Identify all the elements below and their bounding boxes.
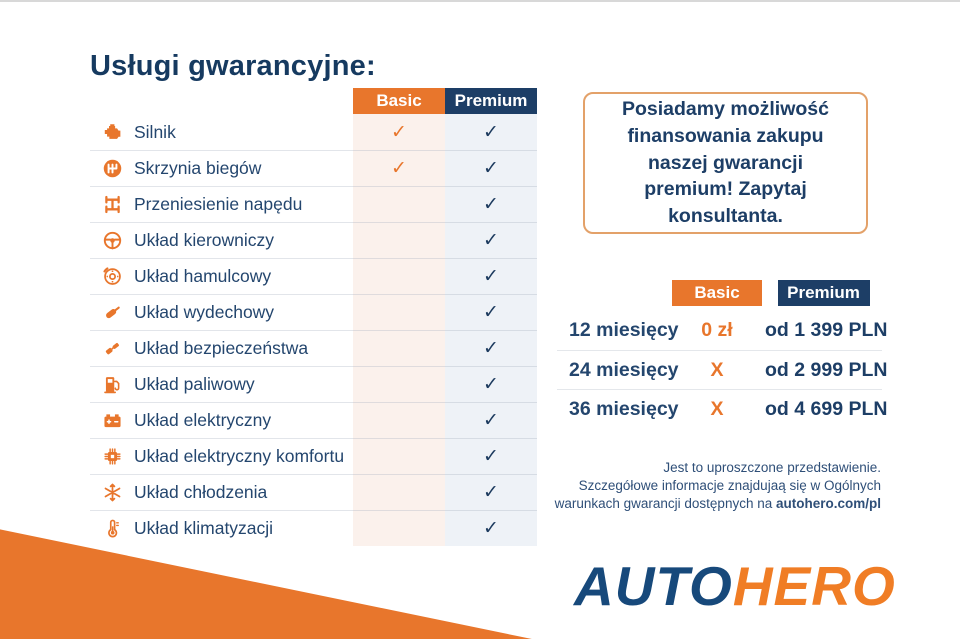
premium-check: ✓ — [483, 193, 499, 215]
service-row — [90, 510, 537, 546]
service-label: Przeniesienie napędu — [134, 194, 303, 214]
seatbelt-icon — [90, 338, 134, 359]
steering-wheel-icon — [90, 230, 134, 251]
service-row — [90, 474, 537, 510]
service-row — [90, 114, 537, 150]
snowflake-icon — [90, 482, 134, 503]
premium-price: od 2 999 PLN — [765, 358, 888, 381]
disclaimer — [500, 459, 881, 512]
service-row — [90, 294, 537, 330]
basic-column-header: Basic — [353, 88, 445, 114]
pricing-row — [557, 311, 888, 350]
service-row — [90, 258, 537, 294]
premium-column-header: Premium — [445, 88, 537, 114]
chip-icon — [90, 446, 134, 467]
service-label: Układ hamulcowy — [134, 266, 272, 286]
service-row — [90, 330, 537, 366]
basic-price: 0 zł — [701, 319, 733, 341]
basic-check: ✓ — [391, 120, 407, 143]
period-label: 12 miesięcy — [569, 319, 679, 341]
logo-hero-text: HERO — [732, 555, 896, 617]
premium-check: ✓ — [483, 120, 499, 143]
service-row — [90, 150, 537, 186]
autohero-logo — [574, 554, 896, 618]
premium-price: od 1 399 PLN — [765, 319, 888, 341]
basic-price: X — [710, 397, 724, 420]
service-row — [90, 186, 537, 222]
pricing-table-header — [557, 280, 882, 306]
fuel-pump-icon — [90, 374, 134, 395]
premium-check: ✓ — [483, 229, 499, 251]
services-rows — [90, 114, 537, 546]
period-label: 36 miesięcy — [569, 397, 679, 420]
service-label: Układ chłodzenia — [134, 482, 268, 502]
service-label: Układ paliwowy — [134, 374, 255, 394]
brake-disc-icon — [90, 266, 134, 287]
premium-check: ✓ — [483, 445, 499, 467]
period-label: 24 miesięcy — [569, 358, 679, 381]
pricing-table — [557, 280, 888, 428]
premium-price: od 4 699 PLN — [765, 397, 888, 420]
service-label: Skrzynia biegów — [134, 158, 262, 178]
pricing-basic-header: Basic — [672, 280, 762, 306]
disclaimer-line-1: Jest to uproszczone przedstawienie. — [663, 460, 881, 475]
pricing-premium-header: Premium — [778, 280, 870, 306]
pricing-rows — [557, 311, 888, 428]
page-title: Usługi gwarancyjne: — [90, 50, 376, 82]
promo-box — [583, 92, 868, 234]
service-label: Układ klimatyzacji — [134, 518, 274, 538]
autohero-link[interactable]: autohero.com/pl — [775, 495, 881, 511]
service-row — [90, 366, 537, 402]
service-label: Silnik — [134, 121, 176, 142]
disclaimer-line-3: warunkach gwarancji dostępnych na autohero.com/pl — [554, 495, 881, 511]
premium-check: ✓ — [483, 337, 499, 359]
header-spacer — [90, 88, 353, 114]
service-row — [90, 438, 537, 474]
service-label: Układ bezpieczeństwa — [134, 338, 309, 358]
service-row — [90, 402, 537, 438]
service-row — [90, 222, 537, 258]
drivetrain-icon — [90, 194, 134, 215]
basic-check: ✓ — [391, 157, 407, 179]
service-label: Układ elektryczny komfortu — [134, 446, 345, 466]
gearbox-icon — [90, 158, 134, 179]
pricing-row — [557, 350, 888, 389]
disclaimer-line-2: Szczegółowe informacje znajdujaą się w Ogólnych — [578, 477, 881, 493]
service-label: Układ kierowniczy — [134, 230, 275, 250]
premium-check: ✓ — [483, 373, 499, 395]
battery-icon — [90, 410, 134, 431]
premium-check: ✓ — [483, 481, 499, 503]
thermometer-icon — [90, 518, 134, 539]
services-table — [90, 88, 537, 546]
exhaust-icon — [90, 302, 134, 323]
premium-check: ✓ — [483, 265, 499, 287]
logo-auto-text: AUTO — [574, 555, 733, 617]
premium-check: ✓ — [483, 157, 499, 179]
premium-check: ✓ — [483, 517, 499, 539]
service-label: Układ elektryczny — [134, 410, 272, 430]
promo-text: Posiadamy możliwość finansowania zakupu naszej gwarancji premium! Zapytaj konsultanta. — [622, 97, 829, 228]
service-label: Układ wydechowy — [134, 302, 275, 322]
pricing-row — [557, 389, 888, 428]
services-table-header — [90, 88, 537, 114]
premium-check: ✓ — [483, 301, 499, 323]
engine-icon — [90, 122, 134, 143]
basic-price: X — [710, 358, 724, 381]
premium-check: ✓ — [483, 409, 499, 431]
